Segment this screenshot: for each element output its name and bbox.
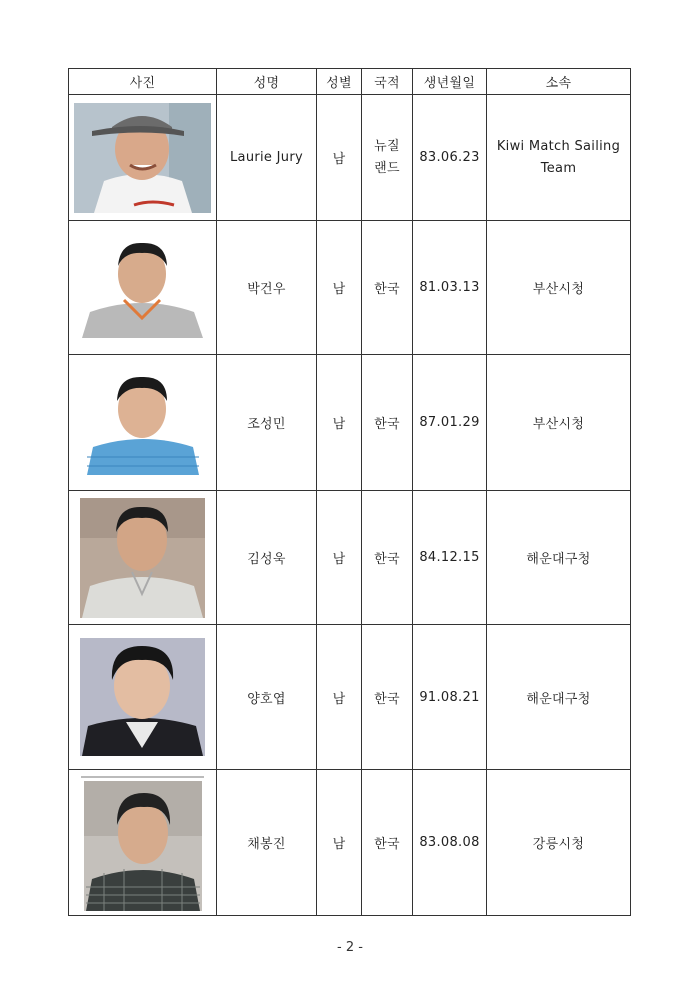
sex-cell: 남 — [317, 625, 362, 770]
affiliation-line: 부산시청 — [532, 282, 585, 297]
affiliation-line: 해운대구청 — [526, 552, 591, 567]
sex-cell: 남 — [317, 491, 362, 625]
nationality-line: 한국 — [374, 691, 400, 707]
photo-cell — [69, 491, 217, 625]
affiliation-line: Team — [540, 160, 577, 176]
header-name: 성명 — [217, 69, 317, 95]
sex-cell: 남 — [317, 95, 362, 221]
table-row — [69, 770, 631, 916]
name-cell: 양호엽 — [217, 625, 317, 770]
nationality-line: 뉴질 — [374, 138, 400, 154]
name-cell: 박건우 — [217, 221, 317, 355]
name-cell: Laurie Jury — [217, 95, 317, 221]
affiliation-cell — [487, 625, 631, 770]
nationality-cell — [362, 491, 413, 625]
affiliation-line: 해운대구청 — [526, 691, 591, 707]
dob-cell: 83.06.23 — [413, 95, 487, 221]
dob-cell: 84.12.15 — [413, 491, 487, 625]
nationality-line: 한국 — [374, 552, 400, 567]
roster-table — [68, 68, 631, 916]
nationality-cell — [362, 221, 413, 355]
portrait-photo-icon — [80, 238, 205, 338]
portrait-photo-icon — [74, 103, 211, 213]
affiliation-line: 부산시청 — [532, 417, 585, 432]
photo-border-line — [81, 776, 204, 778]
name-cell: 김성욱 — [217, 491, 317, 625]
dob-cell: 87.01.29 — [413, 355, 487, 491]
header-sex: 성별 — [317, 69, 362, 95]
nationality-line: 한국 — [374, 837, 400, 852]
portrait-photo-icon — [80, 498, 205, 618]
portrait-photo-icon — [84, 781, 202, 911]
nationality-line: 한국 — [374, 282, 400, 297]
portrait-photo-icon — [80, 638, 205, 756]
dob-cell: 81.03.13 — [413, 221, 487, 355]
portrait-photo-icon — [85, 371, 201, 475]
affiliation-line: 강릉시청 — [532, 837, 585, 852]
nationality-cell — [362, 355, 413, 491]
nationality-line: 한국 — [374, 417, 400, 432]
table-header-row — [69, 69, 631, 95]
table-row — [69, 625, 631, 770]
header-affiliation: 소속 — [487, 69, 631, 95]
photo-cell — [69, 221, 217, 355]
affiliation-cell — [487, 221, 631, 355]
nationality-cell — [362, 770, 413, 916]
header-dob: 생년월일 — [413, 69, 487, 95]
dob-cell: 83.08.08 — [413, 770, 487, 916]
affiliation-cell — [487, 355, 631, 491]
photo-cell — [69, 625, 217, 770]
affiliation-cell — [487, 770, 631, 916]
photo-cell — [69, 770, 217, 916]
sex-cell: 남 — [317, 221, 362, 355]
table-row — [69, 95, 631, 221]
table-row — [69, 491, 631, 625]
sex-cell: 남 — [317, 770, 362, 916]
photo-cell — [69, 355, 217, 491]
name-cell: 조성민 — [217, 355, 317, 491]
table-row — [69, 221, 631, 355]
nationality-cell — [362, 95, 413, 221]
nationality-cell — [362, 625, 413, 770]
table-row — [69, 355, 631, 491]
header-nationality: 국적 — [362, 69, 413, 95]
page-number: - 2 - — [337, 940, 363, 955]
sex-cell: 남 — [317, 355, 362, 491]
affiliation-cell — [487, 491, 631, 625]
nationality-line: 랜드 — [374, 160, 400, 176]
dob-cell: 91.08.21 — [413, 625, 487, 770]
affiliation-line: Kiwi Match Sailing — [496, 138, 621, 154]
name-cell: 채봉진 — [217, 770, 317, 916]
photo-cell — [69, 95, 217, 221]
header-photo: 사진 — [69, 69, 217, 95]
affiliation-cell — [487, 95, 631, 221]
